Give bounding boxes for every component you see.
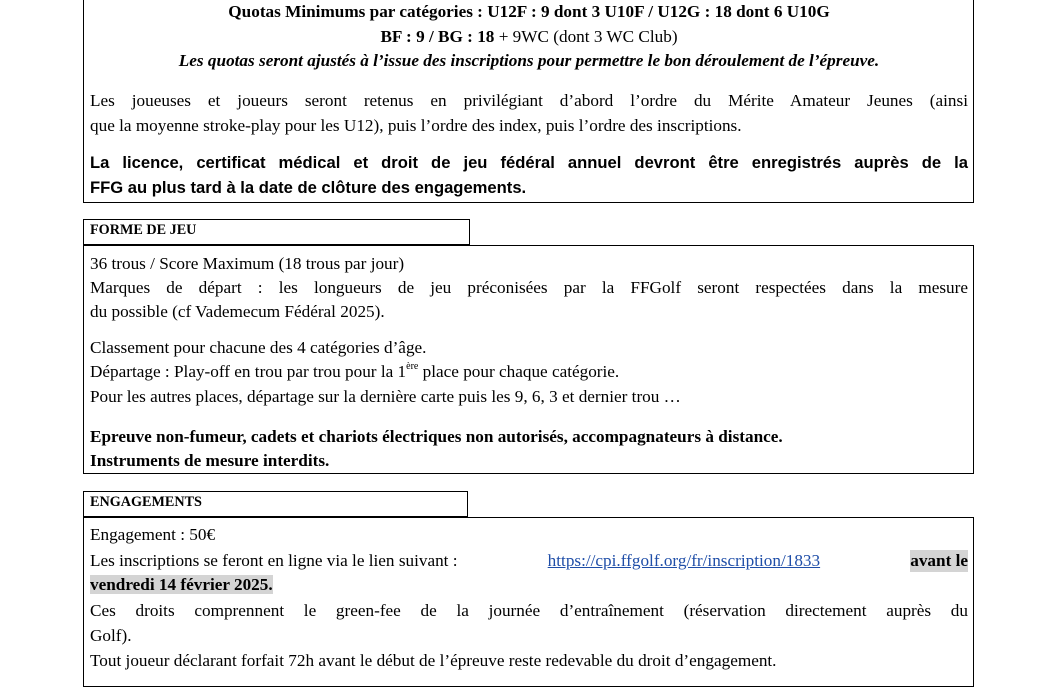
forme-line-7: Epreuve non-fumeur, cadets et chariots électriques non autorisés, accompagnateurs à distance. bbox=[90, 427, 783, 446]
engagements-line-3 bbox=[90, 574, 273, 596]
engagements-deadline-a: avant le bbox=[910, 551, 968, 570]
engagements-header: ENGAGEMENTS bbox=[83, 491, 468, 517]
forme-line-4: Classement pour chacune des 4 catégories d’âge. bbox=[90, 338, 427, 357]
engagements-line-4: Ces droits comprennent le green-fee de la journée d’entraînement (réservation directement auprès du bbox=[90, 601, 968, 620]
engagements-line-2 bbox=[90, 550, 968, 572]
quotas-note: Les quotas seront ajustés à l’issue des inscriptions pour permettre le bon déroulement de l’épreuve. bbox=[178, 51, 880, 70]
licence-line-2: FFG au plus tard à la date de clôture des engagements. bbox=[90, 178, 527, 197]
inscription-link[interactable]: https://cpi.ffgolf.org/fr/inscription/1833 bbox=[547, 551, 821, 570]
forme-line-5-b: place pour chaque catégorie. bbox=[418, 362, 620, 381]
engagements-line-2-text: Les inscriptions se feront en ligne via le lien suivant : bbox=[90, 551, 458, 570]
engagements-line-6: Tout joueur déclarant forfait 72h avant le début de l’épreuve reste redevable du droit d’engagement. bbox=[90, 651, 777, 670]
forme-line-5 bbox=[90, 361, 619, 383]
engagements-deadline-b: vendredi 14 février 2025. bbox=[90, 575, 273, 594]
engagements-line-1: Engagement : 50€ bbox=[90, 525, 216, 544]
forme-line-3: du possible (cf Vademecum Fédéral 2025). bbox=[90, 302, 385, 321]
forme-line-8: Instruments de mesure interdits. bbox=[90, 451, 330, 470]
quotas-line-2 bbox=[0, 26, 1058, 48]
forme-line-1: 36 trous / Score Maximum (18 trous par jour) bbox=[90, 254, 405, 273]
forme-de-jeu-header: FORME DE JEU bbox=[83, 219, 470, 245]
forme-line-2: Marques de départ : les longueurs de jeu préconisées par la FFGolf seront respectées dans la mesure bbox=[90, 278, 968, 297]
forme-line-6: Pour les autres places, départage sur la dernière carte puis les 9, 6, 3 et dernier trou … bbox=[90, 387, 681, 406]
forme-line-5-sup: ère bbox=[406, 361, 419, 373]
selection-line-2: que la moyenne stroke-play pour les U12), puis l’ordre des index, puis l’ordre des inscriptions. bbox=[90, 116, 742, 135]
engagements-line-5: Golf). bbox=[90, 626, 132, 645]
forme-line-5-a: Départage : Play-off en trou par trou pour la 1 bbox=[90, 362, 407, 381]
licence-line-1: La licence, certificat médical et droit de jeu fédéral annuel devront être enregistrés auprès de la bbox=[90, 153, 968, 172]
quotas-line-2-rest: + 9WC (dont 3 WC Club) bbox=[494, 27, 678, 46]
selection-line-1: Les joueuses et joueurs seront retenus en privilégiant d’abord l’ordre du Mérite Amateur Jeunes (ainsi bbox=[90, 91, 968, 110]
quotas-line-2-bold: BF : 9 / BG : 18 bbox=[380, 27, 495, 46]
quotas-line-1: Quotas Minimums par catégories : U12F : 9 dont 3 U10F / U12G : 18 dont 6 U10G bbox=[228, 2, 830, 21]
